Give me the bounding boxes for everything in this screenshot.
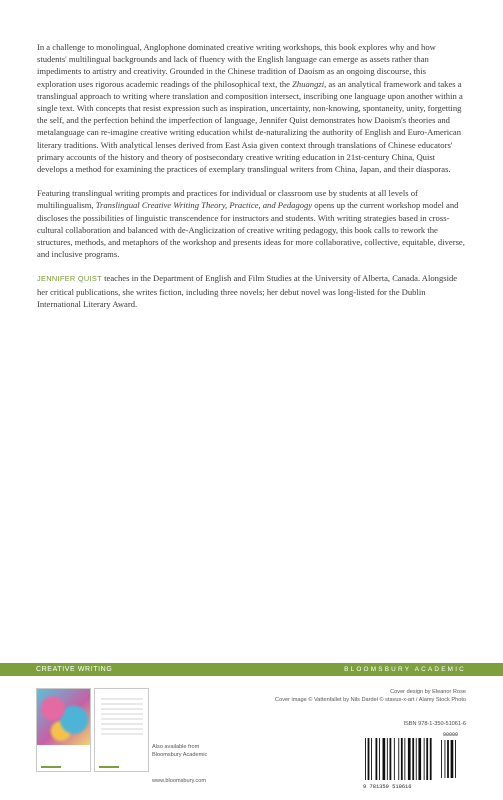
blurb-text-segment: Featuring translingual writing prompts and practices for individual or classroom use by students at all levels of multilingualism,: [37, 188, 418, 211]
also-available-line: Bloomsbury Academic: [152, 751, 208, 758]
barcode-bar: [365, 738, 366, 780]
book-title-zhuangzi: Zhuangzi: [292, 78, 325, 89]
blurb-text-segment: opens up the current workshop model and discloses the possibilities of linguistic transcendence for instructors and students. With writing strategies based in cross-cultural collaboration and balanced with de-Anglicization of creative writing pedagogy, this book calls to rework the structures, methods, and metaphors of the workshop and presents ideas for more collaborative, collective, equitable, diverse, and inclusive programs.: [37, 200, 465, 260]
cover-image-credit: Cover image © Vattenfallet by Nils Dardel © stavus-x-art / Alamy Stock Photo: [275, 696, 466, 703]
category-bar: [0, 663, 503, 676]
also-available-line: Also available from: [152, 744, 200, 750]
book-title: Translingual Creative Writing Theory, Practice, and Pedagogy: [95, 200, 313, 211]
cover-design-credit: Cover design by Eleanor Rose: [390, 689, 466, 695]
blurb-text-segment: In a challenge to monolingual, Anglophone dominated creative writing workshops, this book explores why and how students' multilingual backgrounds and lack of fluency with the English language can emerge as assets rather than impediments to artistry and creativity. Grounded in the Chinese tradition of Daoism as an ongoing discourse, this exploration uses rigorous academic readings of the philosophical text, the: [37, 42, 436, 89]
barcode-bar: [387, 738, 388, 780]
barcode-addon-bar: [447, 740, 449, 778]
barcode-addon-bar: [451, 740, 454, 778]
barcode-bar: [394, 738, 395, 780]
related-book-cover-2: [94, 688, 149, 772]
barcode-digits: 9 781350 510616: [363, 784, 412, 790]
barcode-bar: [404, 738, 405, 780]
barcode-addon-bar: [445, 740, 446, 778]
publisher-website: www.bloomsbury.com: [152, 778, 206, 784]
barcode-bar: [424, 738, 425, 780]
also-available: [152, 744, 242, 759]
author-name: JENNIFER QUIST: [37, 274, 102, 284]
blurb-text: [37, 41, 467, 322]
barcode-bar: [408, 738, 411, 780]
barcode-addon-digits: 90000: [443, 732, 459, 738]
barcode-bar: [430, 738, 432, 780]
blurb-paragraph-2: [37, 187, 467, 260]
barcode-bar: [426, 738, 428, 780]
cover-publisher-logo: [99, 766, 119, 768]
barcode-bar: [390, 738, 392, 780]
barcode-graphic: [361, 730, 466, 790]
author-bio-text: teaches in the Department of English and Film Studies at the University of Alberta, Canada. Alongside her critical publications, she writes fiction, including three novels; her debut novel was long-listed for the Dublin International Literary Award.: [37, 273, 458, 309]
cover-artwork: [37, 689, 90, 745]
barcode-bar: [416, 738, 417, 780]
author-bio: [37, 272, 467, 310]
cover-publisher-logo: [41, 766, 61, 768]
barcode-bar: [398, 738, 399, 780]
barcode-bar: [418, 738, 421, 780]
blurb-text-segment: , as an analytical framework and takes a translingual approach to writing where translation and composition intersect, inscribing one language upon another within a single text. With concepts that resist expression such as inspiration, uncertainty, non-knowing, spontaneity, unity, forgetting the self, and the perfection behind the imperfection of language, Jennifer Quist demonstrates how Daoism's theories and metalanguage can re-imagine creative writing education whilst de-naturalizing the authority of English and Euro-American literary traditions. With analytical lenses derived from East Asia given context through translations of Chinese educators' primary accounts of the history and theory of postsecondary creative writing education in 21st-century China, Quist develops a method for examining the practices of exemplary translingual writers from China, Japan, and their diasporas.: [37, 78, 463, 175]
category-label: CREATIVE WRITING: [36, 666, 113, 673]
barcode-bar: [376, 738, 378, 780]
blurb-paragraph-1: [37, 41, 467, 175]
barcode-addon-bar: [441, 740, 442, 778]
barcode-bar: [379, 738, 380, 780]
barcode-bar: [401, 738, 403, 780]
barcode: [361, 730, 466, 790]
isbn-text: ISBN 978-1-350-51061-6: [403, 721, 466, 727]
barcode-bar: [368, 738, 370, 780]
publisher-name: BLOOMSBURY ACADEMIC: [344, 666, 466, 673]
barcode-bar: [371, 738, 372, 780]
barcode-addon-bar: [455, 740, 456, 778]
barcode-bar: [412, 738, 414, 780]
cover-credits: [275, 689, 466, 704]
cover-artwork: [101, 697, 143, 735]
barcode-bar: [383, 738, 386, 780]
bottom-section: [0, 676, 503, 800]
related-book-cover-1: [36, 688, 91, 772]
